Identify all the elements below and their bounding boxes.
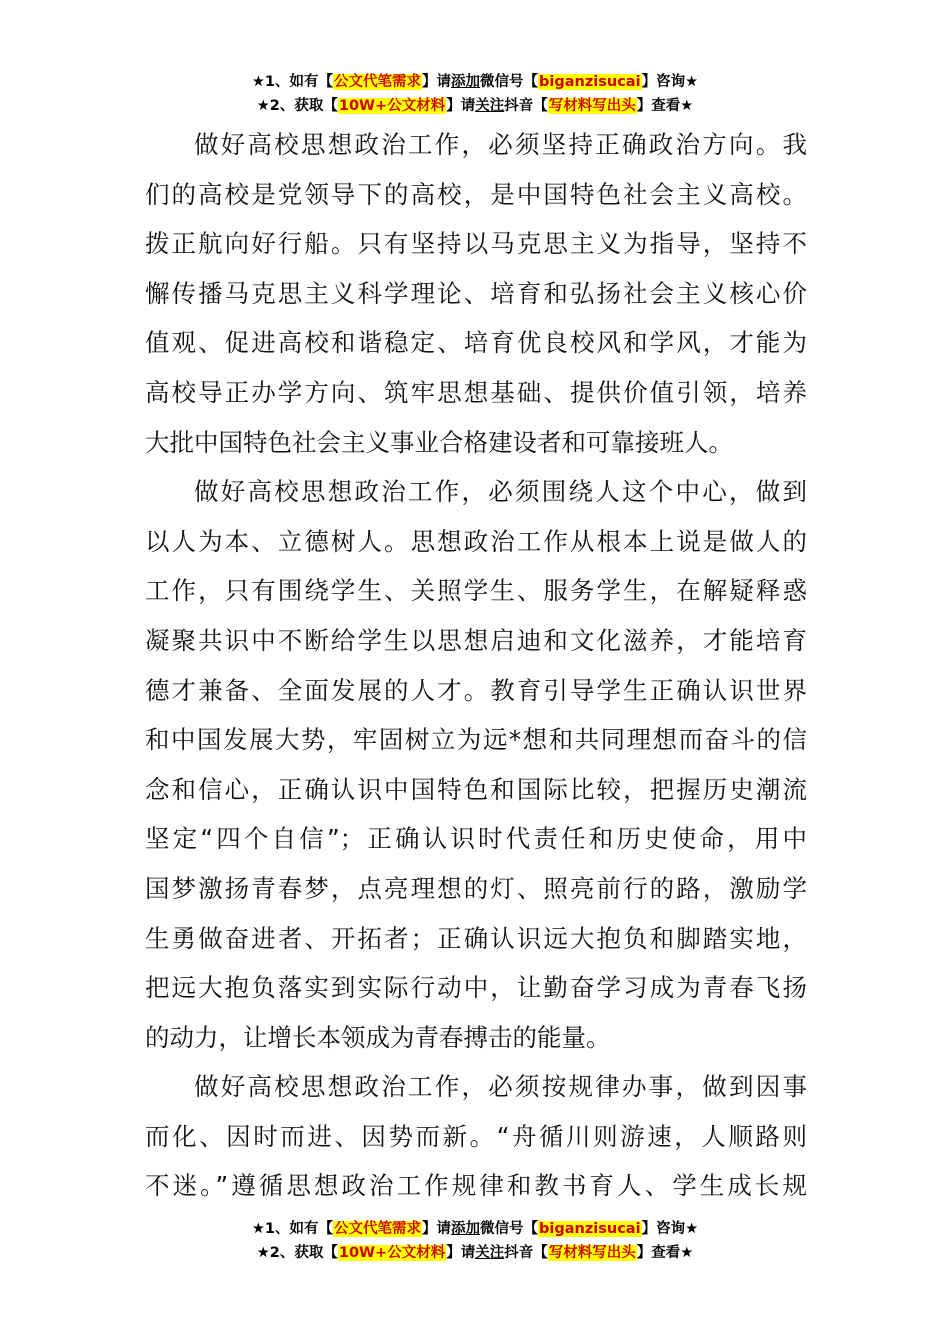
paragraph-3 bbox=[145, 1062, 807, 1211]
banner-text: 】请 bbox=[422, 1221, 452, 1237]
text-line: 把远大抱负落实到实际行动中，让勤奋学习成为青春飞扬 bbox=[145, 973, 807, 1003]
emphasis-text: 关注 bbox=[475, 1245, 505, 1261]
highlight-text: biganzisucai bbox=[539, 74, 641, 90]
banner-text: ★2、获取【 bbox=[256, 98, 338, 114]
banner-line-2 bbox=[0, 1241, 950, 1265]
text-line: 做好高校思想政治工作，必须坚持正确政治方向。我 bbox=[194, 130, 807, 159]
text-line: 懈传播马克思主义科学理论、培育和弘扬社会主义核心价 bbox=[145, 278, 807, 308]
text-line: 高校导正办学方向、筑牢思想基础、提供价值引领，培养 bbox=[145, 377, 807, 407]
header-banner bbox=[0, 70, 950, 118]
text-line: 工作，只有围绕学生、关照学生、服务学生，在解疑释惑 bbox=[145, 576, 807, 606]
text-line: 值观、促进高校和谐稳定、培育优良校风和学风，才能为 bbox=[145, 328, 807, 358]
text-line: 念和信心，正确认识中国特色和国际比较，把握历史潮流 bbox=[145, 774, 807, 804]
banner-text: ★1、如有【 bbox=[251, 74, 334, 90]
text-line: 拨正航向好行船。只有坚持以马克思主义为指导，坚持不 bbox=[145, 229, 807, 259]
banner-text: 】请 bbox=[446, 98, 476, 114]
banner-line-2 bbox=[0, 94, 950, 118]
highlight-text: 公文代笔需求 bbox=[334, 74, 422, 90]
banner-text: 抖音【 bbox=[504, 98, 548, 114]
highlight-text: 10W+公文材料 bbox=[338, 98, 446, 114]
emphasis-text: 添加 bbox=[451, 1221, 481, 1237]
banner-text: ★2、获取【 bbox=[256, 1245, 338, 1261]
text-line: 们的高校是党领导下的高校，是中国特色社会主义高校。 bbox=[145, 179, 807, 209]
emphasis-text: 关注 bbox=[475, 98, 505, 114]
banner-text: 微信号【 bbox=[480, 74, 539, 90]
paragraph-1 bbox=[145, 120, 807, 467]
highlight-text: 写材料写出头 bbox=[548, 1245, 636, 1261]
highlight-text: 10W+公文材料 bbox=[338, 1245, 446, 1261]
text-line: 而化、因时而进、因势而新。“舟循川则游速，人顺路则 bbox=[145, 1121, 807, 1151]
text-line: 大批中国特色社会主义事业合格建设者和可靠接班人。 bbox=[145, 427, 733, 457]
highlight-text: biganzisucai bbox=[539, 1221, 641, 1237]
text-line: 国梦激扬青春梦，点亮理想的灯、照亮前行的路，激励学 bbox=[145, 873, 807, 903]
banner-text: 】请 bbox=[422, 74, 452, 90]
text-line: 做好高校思想政治工作，必须按规律办事，做到因事 bbox=[194, 1072, 807, 1102]
text-line: 的动力，让增长本领成为青春搏击的能量。 bbox=[145, 1022, 611, 1052]
text-line: 和中国发展大势，牢固树立为远*想和共同理想而奋斗的信 bbox=[145, 725, 807, 755]
document-body bbox=[145, 120, 807, 1211]
paragraph-2 bbox=[145, 467, 807, 1062]
banner-text: 】请 bbox=[446, 1245, 476, 1261]
banner-line-1 bbox=[0, 70, 950, 94]
text-line: 凝聚共识中不断给学生以思想启迪和文化滋养，才能培育 bbox=[145, 625, 807, 655]
banner-text: 】咨询★ bbox=[641, 1221, 699, 1237]
banner-text: 】查看★ bbox=[636, 98, 694, 114]
text-line: 坚定“四个自信”；正确认识时代责任和历史使命，用中 bbox=[145, 824, 807, 854]
banner-line-1 bbox=[0, 1217, 950, 1241]
banner-text: 抖音【 bbox=[504, 1245, 548, 1261]
text-line: 做好高校思想政治工作，必须围绕人这个中心，做到 bbox=[194, 477, 807, 507]
text-line: 不迷。”遵循思想政治工作规律和教书育人、学生成长规 bbox=[145, 1171, 807, 1201]
text-line: 以人为本、立德树人。思想政治工作从根本上说是做人的 bbox=[145, 526, 807, 556]
banner-text: ★1、如有【 bbox=[251, 1221, 334, 1237]
banner-text: 】查看★ bbox=[636, 1245, 694, 1261]
highlight-text: 公文代笔需求 bbox=[334, 1221, 422, 1237]
footer-banner bbox=[0, 1217, 950, 1265]
banner-text: 微信号【 bbox=[480, 1221, 539, 1237]
banner-text: 】咨询★ bbox=[641, 74, 699, 90]
text-line: 德才兼备、全面发展的人才。教育引导学生正确认识世界 bbox=[145, 675, 807, 705]
highlight-text: 写材料写出头 bbox=[548, 98, 636, 114]
emphasis-text: 添加 bbox=[451, 74, 481, 90]
text-line: 生勇做奋进者、开拓者；正确认识远大抱负和脚踏实地， bbox=[145, 923, 807, 953]
